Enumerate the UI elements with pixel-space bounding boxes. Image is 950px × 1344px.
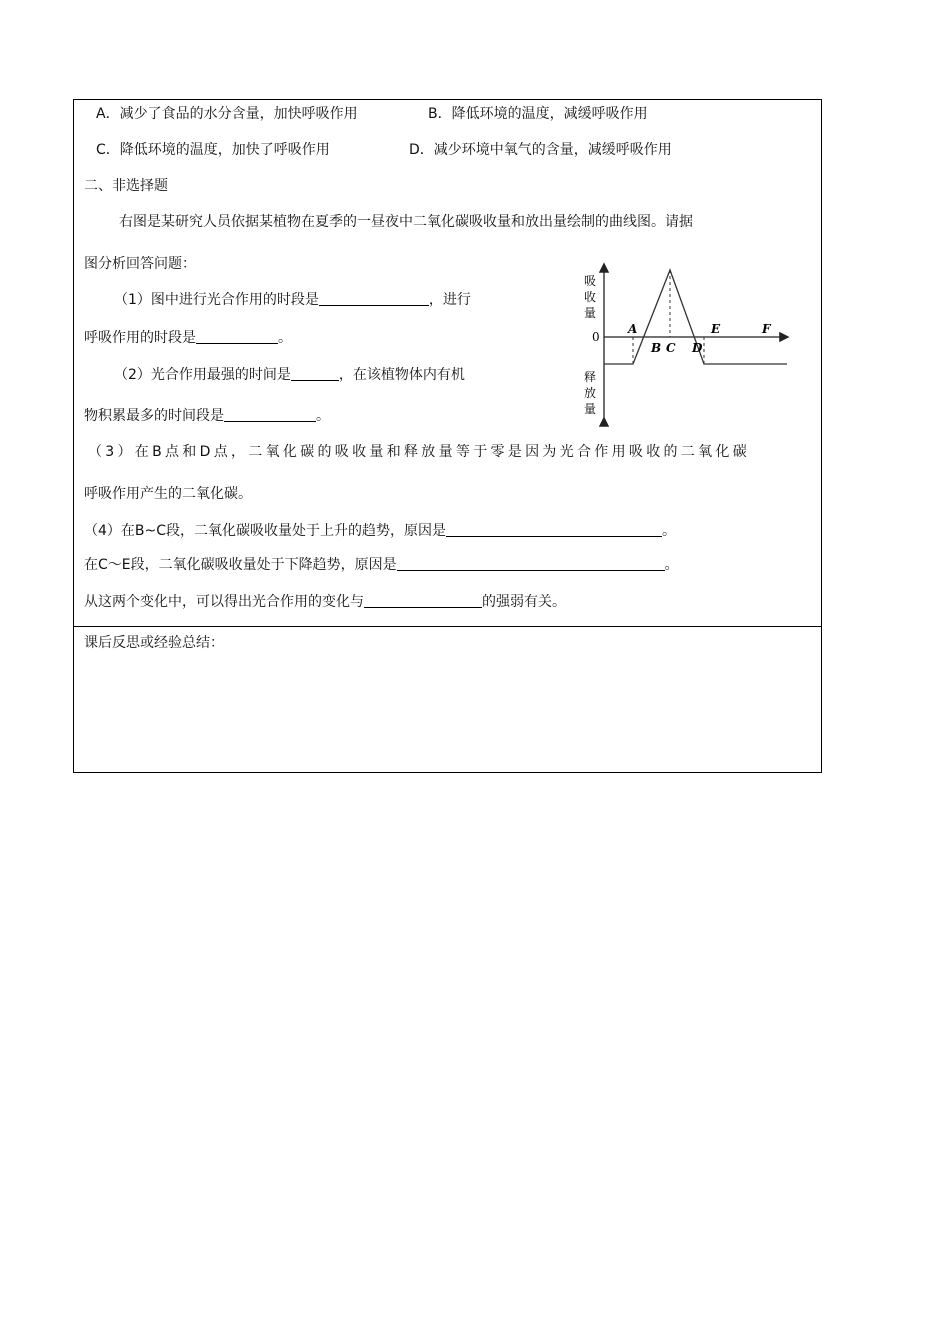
q2-answer-blank-2[interactable]: [224, 407, 316, 422]
q1-answer-blank-2[interactable]: [196, 329, 278, 344]
question-2-line-2: [84, 407, 330, 425]
question-4-line-3: [84, 593, 566, 611]
q1-text-b: ，进行: [428, 292, 471, 308]
question-2-line-1: [114, 366, 465, 384]
question-1-line-2: [84, 329, 292, 347]
origin-label: 0: [592, 330, 600, 344]
q2-text-d: 。: [316, 408, 330, 424]
q4-text-d: 。: [664, 557, 679, 573]
q2-text-c: 物积累最多的时间段是: [84, 408, 224, 424]
y-bottom-label-1: 释: [584, 370, 597, 384]
q4-answer-blank-1[interactable]: [446, 522, 662, 537]
option-d: D．减少环境中氧气的含量，减缓呼吸作用: [409, 142, 672, 158]
point-a-label: A: [628, 322, 638, 336]
q1-answer-blank-1[interactable]: [319, 291, 429, 306]
point-e-label: E: [711, 322, 721, 336]
reflection-label: 课后反思或经验总结：: [84, 635, 224, 651]
q2-text-b: ，在该植物体内有机: [338, 367, 465, 383]
q1-text-d: 。: [278, 330, 292, 346]
q4-answer-blank-3[interactable]: [364, 593, 482, 608]
question-4-line-1: [84, 522, 676, 540]
y-top-label-1: 吸: [584, 274, 597, 288]
q1-text-a: （1）图中进行光合作用的时段是: [114, 292, 319, 308]
q4-text-a: （4）在B~C段，二氧化碳吸收量处于上升的趋势，原因是: [84, 523, 447, 539]
option-a: A．减少了食品的水分含量，加快呼吸作用: [96, 106, 358, 122]
co2-exchange-figure: [544, 261, 794, 431]
q4-text-b: 。: [662, 523, 677, 539]
q4-text-e: 从这两个变化中，可以得出光合作用的变化与: [84, 594, 364, 610]
table-divider: [74, 626, 821, 627]
worksheet-table: [73, 99, 822, 773]
point-b-label: B: [651, 341, 662, 355]
question-1-line-1: [114, 291, 471, 309]
point-c-label: C: [666, 341, 676, 355]
q4-text-f: 的强弱有关。: [482, 594, 566, 610]
intro-line-2: 图分析回答问题：: [84, 256, 196, 272]
question-4-line-2: [84, 556, 679, 574]
q2-answer-blank-1[interactable]: [291, 366, 339, 381]
intro-line-1: 右图是某研究人员依据某植物在夏季的一昼夜中二氧化碳吸收量和放出量绘制的曲线图。请据: [119, 214, 693, 230]
q1-text-c: 呼吸作用的时段是: [84, 330, 196, 346]
y-bottom-label-3: 量: [584, 402, 597, 416]
q4-answer-blank-2[interactable]: [397, 556, 665, 571]
question-3-line-1: （3）在B点和D点，二氧化碳的吸收量和释放量等于零是因为光合作用吸收的二氧化碳: [88, 444, 750, 460]
y-bottom-label-2: 放: [584, 386, 597, 400]
question-3-line-2: 呼吸作用产生的二氧化碳。: [84, 486, 252, 502]
option-b: B．降低环境的温度，减缓呼吸作用: [428, 106, 648, 122]
q2-text-a: （2）光合作用最强的时间是: [114, 367, 291, 383]
q4-text-c: 在C～E段，二氧化碳吸收量处于下降趋势，原因是: [84, 557, 397, 573]
point-d-label: D: [692, 341, 703, 355]
y-top-label-2: 收: [584, 290, 597, 304]
point-f-label: F: [762, 322, 771, 336]
y-top-label-3: 量: [584, 306, 597, 320]
option-c: C．降低环境的温度，加快了呼吸作用: [96, 142, 330, 158]
section-title: 二、非选择题: [84, 178, 168, 194]
